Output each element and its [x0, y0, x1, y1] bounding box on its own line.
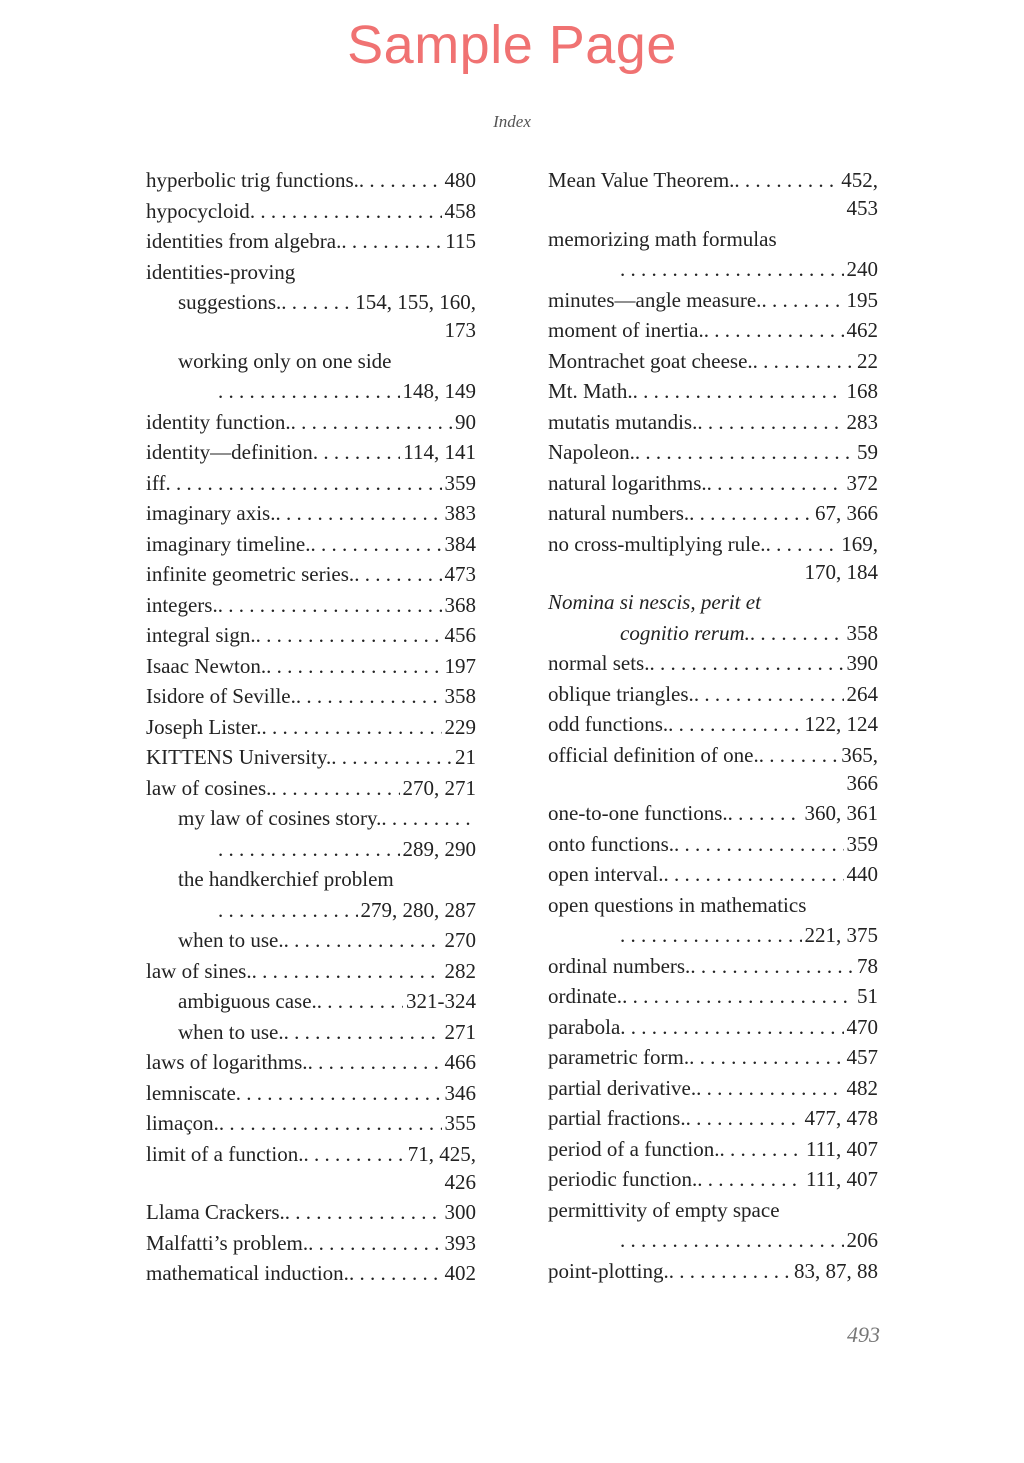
index-entry	[146, 438, 476, 466]
index-term: imaginary axis.	[146, 501, 276, 525]
index-entry	[146, 591, 476, 619]
index-entry	[146, 560, 476, 588]
index-term: onto functions.	[548, 831, 674, 856]
index-term: odd functions.	[548, 712, 669, 736]
index-pages-continued: 453	[846, 196, 878, 220]
index-entry	[548, 710, 878, 738]
index-term: natural numbers.	[548, 501, 690, 525]
index-pages: 358	[846, 620, 878, 645]
index-entry	[548, 1257, 878, 1285]
index-term: hypocycloid	[146, 198, 250, 223]
index-pages: 466	[444, 1050, 476, 1074]
index-pages-continued: 366	[846, 770, 878, 795]
sample-page-watermark: Sample Page	[347, 15, 677, 75]
index-entry	[548, 1165, 878, 1193]
index-entry	[146, 957, 476, 985]
index-pages-continued: 170, 184	[804, 559, 878, 584]
index-term: limit of a function.	[146, 1141, 304, 1166]
index-pages: 360, 361	[804, 801, 878, 825]
index-pages: 169,	[841, 531, 878, 556]
index-pages: 115	[445, 229, 476, 253]
index-term: partial derivative.	[548, 1075, 697, 1100]
index-term: parabola	[548, 1014, 621, 1039]
index-term: iff	[146, 470, 166, 495]
index-term: integral sign.	[146, 623, 256, 647]
index-subentry	[146, 835, 476, 863]
index-entry	[548, 952, 878, 980]
index-pages: 279, 280, 287	[360, 897, 476, 922]
index-pages-continued: 173	[444, 318, 476, 342]
index-pages-continued: 426	[444, 1169, 476, 1194]
index-pages: 440	[846, 862, 878, 886]
index-heading	[548, 225, 878, 253]
index-subentry	[146, 288, 476, 344]
index-entry	[548, 619, 878, 647]
index-pages: 22	[857, 348, 878, 373]
index-pages: 221, 375	[804, 923, 878, 947]
index-entry	[146, 713, 476, 741]
index-pages: 67, 366	[815, 501, 878, 525]
index-entry	[146, 621, 476, 649]
index-pages: 90	[455, 409, 476, 434]
index-entry	[548, 982, 878, 1010]
index-entry	[548, 649, 878, 677]
index-term: my law of cosines story.	[178, 806, 382, 830]
index-term: the handkerchief problem	[178, 867, 394, 891]
index-pages: 480	[444, 168, 476, 192]
index-term: Napoleon.	[548, 440, 635, 464]
index-term: Nomina si nescis, perit et	[548, 590, 761, 614]
index-entry	[548, 830, 878, 858]
index-term: period of a function.	[548, 1136, 720, 1161]
index-pages: 452,	[841, 168, 878, 192]
index-subentry	[146, 1018, 476, 1046]
index-entry	[146, 774, 476, 802]
index-pages: 59	[857, 440, 878, 464]
index-pages: 402	[444, 1261, 476, 1285]
index-entry	[548, 1043, 878, 1071]
index-pages: 51	[857, 984, 878, 1008]
index-pages: 282	[444, 958, 476, 983]
index-subentry	[146, 804, 476, 832]
index-pages: 390	[846, 651, 878, 675]
index-term: Isidore of Seville.	[146, 684, 296, 708]
index-pages: 229	[444, 714, 476, 739]
index-pages: 365,	[841, 742, 878, 767]
index-term: one-to-one functions.	[548, 801, 728, 825]
index-term: Joseph Lister.	[146, 714, 262, 739]
index-term: ordinate.	[548, 984, 623, 1008]
index-term: Isaac Newton.	[146, 653, 267, 678]
index-entry	[146, 1048, 476, 1076]
index-term: open interval.	[548, 862, 664, 886]
index-entry	[548, 255, 878, 283]
index-pages: 270	[444, 928, 476, 952]
index-entry	[146, 408, 476, 436]
index-term: integers.	[146, 592, 218, 617]
index-term: parametric form.	[548, 1045, 690, 1069]
index-pages: 83, 87, 88	[794, 1258, 878, 1283]
index-heading	[548, 1196, 878, 1224]
index-pages: 462	[846, 318, 878, 342]
index-pages: 346	[444, 1080, 476, 1105]
index-term: memorizing math formulas	[548, 226, 777, 251]
index-term: moment of inertia.	[548, 318, 704, 342]
index-subentry	[146, 377, 476, 405]
index-term: official definition of one.	[548, 742, 759, 767]
index-term: normal sets.	[548, 651, 650, 675]
index-term: limaçon.	[146, 1111, 219, 1135]
index-pages: 271	[444, 1019, 476, 1044]
index-term: cognitio rerum.	[620, 620, 750, 645]
index-pages: 111, 407	[806, 1136, 878, 1161]
index-entry	[548, 377, 878, 405]
index-term: point-plotting.	[548, 1258, 669, 1283]
index-term: laws of logarithms.	[146, 1050, 308, 1074]
page-number: 493	[847, 1322, 880, 1347]
index-entry	[548, 1104, 878, 1132]
index-entry	[146, 652, 476, 680]
index-entry	[146, 682, 476, 710]
index-term: identities from algebra.	[146, 229, 342, 253]
index-term: Mt. Math.	[548, 379, 633, 403]
index-pages: 111, 407	[806, 1167, 878, 1191]
index-pages: 458	[444, 198, 476, 223]
index-pages: 393	[444, 1230, 476, 1255]
index-pages: 457	[846, 1045, 878, 1069]
index-entry	[146, 469, 476, 497]
index-term: Montrachet goat cheese.	[548, 348, 753, 373]
index-pages: 470	[846, 1014, 878, 1039]
index-term: KITTENS University.	[146, 745, 332, 769]
index-pages: 148, 149	[402, 379, 476, 403]
index-pages: 482	[846, 1075, 878, 1100]
index-entry	[548, 741, 878, 797]
index-heading	[146, 258, 476, 286]
index-entry	[548, 316, 878, 344]
index-term: imaginary timeline.	[146, 531, 311, 556]
index-term: permittivity of empty space	[548, 1197, 780, 1222]
index-entry	[146, 197, 476, 225]
index-pages: 114, 141	[403, 440, 476, 464]
index-entry	[548, 499, 878, 527]
index-subentry	[146, 865, 476, 893]
index-pages: 473	[444, 562, 476, 586]
index-subentry	[146, 987, 476, 1015]
index-pages: 456	[444, 623, 476, 647]
index-term: ambiguous case.	[178, 989, 317, 1013]
index-term: oblique triangles.	[548, 681, 694, 706]
index-term: no cross-multiplying rule.	[548, 531, 766, 556]
index-pages: 372	[846, 470, 878, 495]
index-term: lemniscate	[146, 1080, 236, 1105]
index-pages: 283	[846, 409, 878, 434]
index-pages: 383	[444, 501, 476, 525]
index-term: minutes—angle measure.	[548, 287, 762, 312]
index-entry	[548, 530, 878, 586]
index-term: when to use.	[178, 1019, 284, 1044]
index-term: identity—definition	[146, 440, 313, 464]
index-term: law of cosines.	[146, 775, 272, 800]
index-entry	[548, 921, 878, 949]
index-term: mathematical induction.	[146, 1261, 349, 1285]
index-term: ordinal numbers.	[548, 953, 691, 978]
index-pages: 21	[455, 745, 476, 769]
index-column-right	[548, 166, 878, 1287]
index-column-left	[146, 166, 476, 1290]
index-entry	[548, 166, 878, 222]
index-entry	[146, 1109, 476, 1137]
index-pages: 368	[444, 592, 476, 617]
index-pages: 359	[846, 831, 878, 856]
index-entry	[146, 499, 476, 527]
index-entry	[548, 799, 878, 827]
index-entry	[146, 1140, 476, 1196]
index-pages: 78	[857, 953, 878, 978]
index-entry	[146, 1198, 476, 1226]
index-term: when to use.	[178, 928, 284, 952]
index-pages: 195	[846, 287, 878, 312]
index-pages: 122, 124	[804, 712, 878, 736]
index-term: law of sines.	[146, 958, 252, 983]
index-term: Mean Value Theorem.	[548, 168, 735, 192]
index-term: partial fractions.	[548, 1106, 686, 1130]
index-pages: 289, 290	[402, 836, 476, 861]
index-entry	[146, 166, 476, 194]
index-term: open questions in mathematics	[548, 892, 807, 917]
index-entry	[146, 227, 476, 255]
index-pages: 240	[846, 257, 878, 281]
index-entry	[146, 530, 476, 558]
index-entry	[548, 1226, 878, 1254]
index-entry	[548, 860, 878, 888]
index-pages: 355	[444, 1111, 476, 1135]
index-term: natural logarithms.	[548, 470, 707, 495]
index-subentry	[146, 347, 476, 375]
index-pages: 384	[444, 531, 476, 556]
index-term: identities-proving	[146, 259, 296, 284]
index-subentry	[146, 896, 476, 924]
index-subentry	[146, 926, 476, 954]
index-entry	[146, 1259, 476, 1287]
index-term: hyperbolic trig functions.	[146, 168, 359, 192]
index-entry	[548, 438, 878, 466]
index-term: identity function.	[146, 409, 291, 434]
index-pages: 264	[846, 681, 878, 706]
index-entry	[548, 286, 878, 314]
index-heading	[548, 891, 878, 919]
index-entry	[548, 408, 878, 436]
index-pages: 168	[846, 379, 878, 403]
index-term: Malfatti’s problem.	[146, 1230, 309, 1255]
index-entry	[146, 743, 476, 771]
index-entry	[548, 1013, 878, 1041]
index-pages: 359	[444, 470, 476, 495]
index-pages: 321-324	[406, 989, 476, 1013]
index-pages: 71, 425,	[407, 1141, 476, 1166]
index-entry	[548, 347, 878, 375]
index-pages: 154, 155, 160,	[355, 290, 476, 314]
index-term: working only on one side	[178, 348, 392, 373]
index-pages: 477, 478	[804, 1106, 878, 1130]
index-entry	[146, 1079, 476, 1107]
index-term: infinite geometric series.	[146, 562, 355, 586]
index-entry	[146, 1229, 476, 1257]
running-head: Index	[493, 112, 531, 131]
index-pages: 270, 271	[402, 775, 476, 800]
index-term: Llama Crackers.	[146, 1200, 285, 1224]
index-heading	[548, 588, 878, 616]
index-pages: 358	[444, 684, 476, 708]
index-term: periodic function.	[548, 1167, 698, 1191]
index-entry	[548, 1074, 878, 1102]
index-pages: 300	[444, 1200, 476, 1224]
index-entry	[548, 680, 878, 708]
index-pages: 206	[846, 1228, 878, 1252]
index-pages: 197	[444, 653, 476, 678]
index-term: suggestions.	[178, 290, 282, 314]
index-term: mutatis mutandis.	[548, 409, 698, 434]
index-entry	[548, 1135, 878, 1163]
index-entry	[548, 469, 878, 497]
